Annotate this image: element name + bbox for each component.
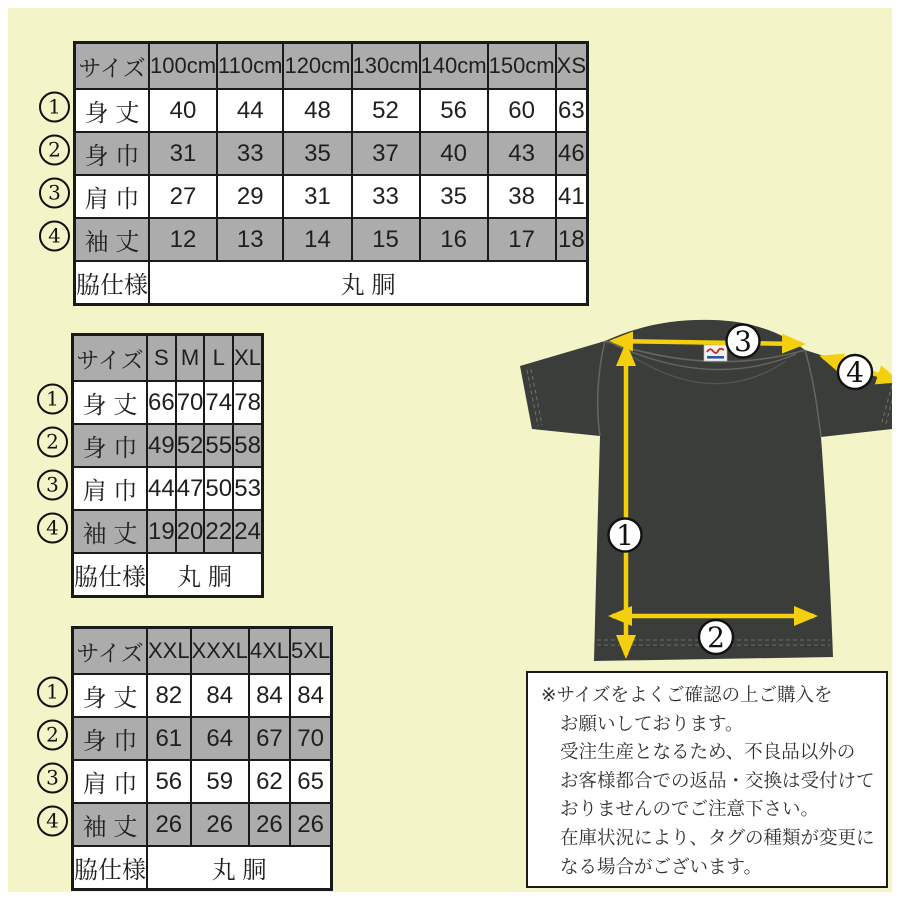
- measurement-row-label: 身 丈: [73, 674, 148, 717]
- size-value-cell: 58: [233, 424, 262, 467]
- size-value-cell: 44: [147, 467, 176, 510]
- size-value-cell: 60: [488, 89, 556, 132]
- size-table: [73, 41, 589, 306]
- circled-number-4: 4: [37, 805, 68, 836]
- diagram-marker-4: [838, 355, 872, 389]
- size-column-header: 5XL: [290, 628, 332, 675]
- measurement-row: [75, 175, 588, 218]
- diagram-marker-2-digit: 2: [707, 621, 725, 655]
- circled-number-2: 2: [39, 134, 70, 165]
- circled-number-1: 1: [37, 383, 68, 414]
- size-value-cell: 44: [217, 89, 283, 132]
- note-line: お願いしております。: [560, 712, 744, 734]
- size-value-cell: 47: [176, 467, 205, 510]
- size-value-cell: 37: [352, 132, 420, 175]
- size-chart-image: [8, 8, 892, 892]
- note-line: 受注生産となるため、不良品以外の: [560, 741, 856, 763]
- side-spec-label: 脇仕様: [73, 553, 148, 596]
- circled-number-3: 3: [37, 469, 68, 500]
- size-column-header: 120cm: [283, 43, 351, 90]
- diagram-marker-3: [727, 325, 760, 359]
- measurement-row: [73, 717, 332, 760]
- size-value-cell: 38: [488, 175, 556, 218]
- size-value-cell: 26: [249, 803, 290, 846]
- size-column-header: 150cm: [488, 43, 556, 90]
- measurement-row-label: 肩 巾: [73, 760, 148, 803]
- size-value-cell: 84: [249, 674, 290, 717]
- size-value-cell: 56: [147, 760, 191, 803]
- size-column-header: XXL: [147, 628, 191, 675]
- size-column-header: 140cm: [420, 43, 488, 90]
- size-value-cell: 49: [147, 424, 176, 467]
- measurement-row: [73, 467, 263, 510]
- measurement-row-label: 身 丈: [73, 381, 148, 424]
- size-value-cell: 66: [147, 381, 176, 424]
- circled-number-2: 2: [37, 426, 68, 457]
- size-value-cell: 31: [149, 132, 217, 175]
- size-value-cell: 22: [204, 510, 233, 553]
- size-value-cell: 62: [249, 760, 290, 803]
- size-value-cell: 84: [191, 674, 249, 717]
- size-value-cell: 26: [290, 803, 332, 846]
- size-value-cell: 64: [191, 717, 249, 760]
- side-spec-label: 脇仕様: [75, 261, 150, 304]
- size-column-header: S: [147, 335, 176, 382]
- measurement-row-label: 身 巾: [73, 424, 148, 467]
- purchase-note-box: [526, 671, 888, 888]
- size-value-cell: 15: [352, 218, 420, 261]
- tshirt-body: [520, 320, 892, 661]
- size-value-cell: 33: [217, 132, 283, 175]
- size-value-cell: 53: [233, 467, 262, 510]
- measurement-row: [73, 424, 263, 467]
- size-value-cell: 13: [217, 218, 283, 261]
- measurement-row: [75, 218, 588, 261]
- tshirt-measurement-diagram: [508, 313, 892, 668]
- size-value-cell: 63: [556, 89, 588, 132]
- measurement-row-label: 身 丈: [75, 89, 150, 132]
- measurement-row-label: 肩 巾: [73, 467, 148, 510]
- size-value-cell: 52: [176, 424, 205, 467]
- size-value-cell: 19: [147, 510, 176, 553]
- size-column-header: 100cm: [149, 43, 217, 90]
- measurement-row-label: 袖 丈: [73, 510, 148, 553]
- size-value-cell: 59: [191, 760, 249, 803]
- diagram-marker-3-digit: 3: [734, 325, 752, 359]
- circled-number-2: 2: [37, 719, 68, 750]
- size-column-header: XL: [233, 335, 262, 382]
- circled-number-1: 1: [39, 91, 70, 122]
- size-value-cell: 82: [147, 674, 191, 717]
- size-value-cell: 31: [283, 175, 351, 218]
- size-column-header: XS: [556, 43, 588, 90]
- circled-number-4: 4: [39, 220, 70, 251]
- diagram-marker-1-digit: 1: [616, 519, 634, 553]
- circled-number-3: 3: [37, 762, 68, 793]
- size-value-cell: 26: [147, 803, 191, 846]
- size-value-cell: 43: [488, 132, 556, 175]
- size-value-cell: 35: [420, 175, 488, 218]
- diagram-marker-1: [609, 519, 642, 553]
- side-spec-row: [73, 553, 263, 596]
- size-value-cell: 55: [204, 424, 233, 467]
- measurement-row: [73, 674, 332, 717]
- side-spec-row: [75, 261, 588, 304]
- size-value-cell: 18: [556, 218, 588, 261]
- size-value-cell: 70: [176, 381, 205, 424]
- size-value-cell: 16: [420, 218, 488, 261]
- size-column-header: 4XL: [249, 628, 290, 675]
- measurement-row: [75, 89, 588, 132]
- shoulder-width-arrow: [613, 341, 802, 344]
- measurement-row-label: 袖 丈: [75, 218, 150, 261]
- side-spec-value: 丸 胴: [149, 261, 588, 304]
- size-value-cell: 46: [556, 132, 588, 175]
- size-value-cell: 61: [147, 717, 191, 760]
- size-column-header: 110cm: [217, 43, 283, 90]
- measurement-row-label: 袖 丈: [73, 803, 148, 846]
- circled-number-3: 3: [39, 177, 70, 208]
- size-label-header: サイズ: [73, 335, 148, 382]
- note-line: 在庫状況により、タグの種類が変更に: [560, 826, 875, 848]
- size-table: [71, 333, 264, 598]
- size-value-cell: 35: [283, 132, 351, 175]
- side-spec-value: 丸 胴: [147, 553, 263, 596]
- measurement-row: [73, 510, 263, 553]
- size-value-cell: 26: [191, 803, 249, 846]
- measurement-row-label: 身 巾: [75, 132, 150, 175]
- measurement-row: [73, 760, 332, 803]
- note-line: なる場合がございます。: [560, 855, 763, 877]
- note-line: おりませんのでご注意下さい。: [560, 798, 820, 820]
- brand-tag-icon: [704, 345, 727, 361]
- note-line: ※サイズをよくご確認の上ご購入を: [541, 684, 833, 705]
- size-value-cell: 40: [149, 89, 217, 132]
- size-column-header: L: [204, 335, 233, 382]
- note-line: お客様都合での返品・交換は受付けて: [560, 769, 875, 791]
- size-value-cell: 52: [352, 89, 420, 132]
- size-value-cell: 56: [420, 89, 488, 132]
- diagram-marker-2: [699, 620, 733, 654]
- size-label-header: サイズ: [75, 43, 150, 90]
- measurement-row: [73, 381, 263, 424]
- diagram-marker-4-digit: 4: [846, 356, 864, 390]
- size-header-row: [73, 335, 263, 382]
- size-value-cell: 48: [283, 89, 351, 132]
- size-column-header: M: [176, 335, 205, 382]
- size-value-cell: 12: [149, 218, 217, 261]
- measurement-row: [73, 803, 332, 846]
- size-value-cell: 29: [217, 175, 283, 218]
- circled-number-1: 1: [37, 676, 68, 707]
- size-label-header: サイズ: [73, 628, 148, 675]
- size-value-cell: 20: [176, 510, 205, 553]
- size-value-cell: 24: [233, 510, 262, 553]
- size-value-cell: 84: [290, 674, 332, 717]
- size-value-cell: 14: [283, 218, 351, 261]
- size-value-cell: 17: [488, 218, 556, 261]
- side-spec-label: 脇仕様: [73, 846, 148, 889]
- size-value-cell: 40: [420, 132, 488, 175]
- size-value-cell: 74: [204, 381, 233, 424]
- size-value-cell: 78: [233, 381, 262, 424]
- side-spec-value: 丸 胴: [147, 846, 332, 889]
- measurement-row-label: 身 巾: [73, 717, 148, 760]
- size-value-cell: 70: [290, 717, 332, 760]
- size-value-cell: 65: [290, 760, 332, 803]
- size-header-row: [73, 628, 332, 675]
- size-value-cell: 67: [249, 717, 290, 760]
- size-column-header: 130cm: [352, 43, 420, 90]
- size-header-row: [75, 43, 588, 90]
- measurement-row-label: 肩 巾: [75, 175, 150, 218]
- size-column-header: XXXL: [191, 628, 249, 675]
- size-value-cell: 27: [149, 175, 217, 218]
- side-spec-row: [73, 846, 332, 889]
- size-value-cell: 41: [556, 175, 588, 218]
- size-value-cell: 50: [204, 467, 233, 510]
- circled-number-4: 4: [37, 512, 68, 543]
- size-value-cell: 33: [352, 175, 420, 218]
- size-table: [71, 626, 333, 891]
- measurement-row: [75, 132, 588, 175]
